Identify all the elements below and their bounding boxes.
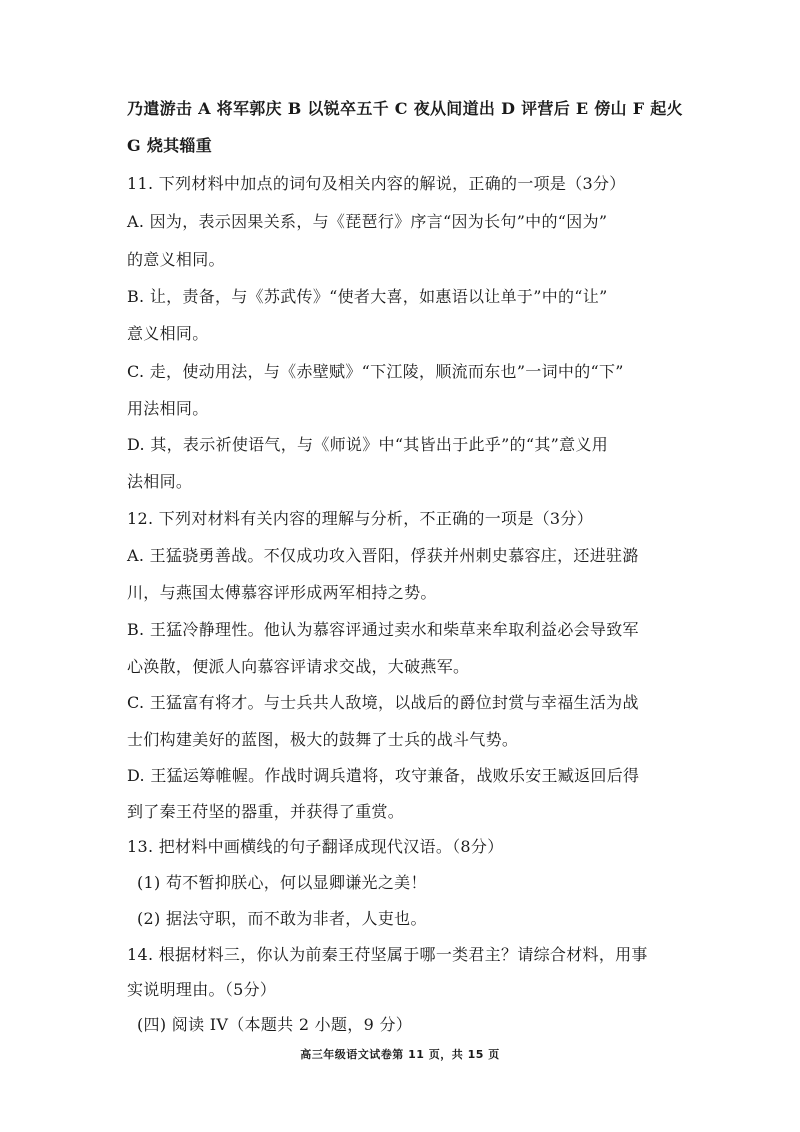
question-12-option-b: B. 王猛冷静理性。他认为慕容评通过卖水和柴草来牟取利益必会导致军: [127, 620, 639, 639]
question-11-option-b-cont: 意义相同。: [127, 324, 209, 343]
question-11-stem: 11. 下列材料中加点的词句及相关内容的解说，正确的一项是（3分）: [127, 174, 626, 193]
question-14-stem: 14. 根据材料三，你认为前秦王苻坚属于哪一类君主？请综合材料，用事: [127, 945, 648, 964]
section-heading-reading-4: (四) 阅读 IV（本题共 2 小题，9 分）: [137, 1015, 413, 1034]
question-13-part-2: (2) 据法守职，而不敢为非者，人吏也。: [137, 909, 427, 928]
question-13-part-1: (1) 苟不暂抑朕心，何以显卿谦光之美！: [137, 873, 427, 892]
question-12-option-a: A. 王猛骁勇善战。不仅成功攻入晋阳，俘获并州刺史慕容庄，还进驻潞: [127, 546, 639, 565]
question-14-stem-cont: 实说明理由。（5分）: [127, 980, 277, 999]
question-11-option-a-cont: 的意义相同。: [127, 250, 225, 269]
question-12-option-c-cont: 士们构建美好的蓝图，极大的鼓舞了士兵的战斗气势。: [127, 730, 519, 749]
question-12-option-c: C. 王猛富有将才。与士兵共人敌境，以战后的爵位封赏与幸福生活为战: [127, 693, 639, 712]
question-11-option-d: D. 其，表示祈使语气，与《师说》中“其皆出于此乎”的“其”意义用: [127, 435, 609, 454]
question-11-option-b: B. 让，责备，与《苏武传》“使者大喜，如惠语以让单于”中的“让”: [127, 287, 608, 306]
question-12-option-d-cont: 到了秦王苻坚的器重，并获得了重赏。: [127, 802, 405, 821]
question-12-option-d: D. 王猛运筹帷幄。作战时调兵遣将，攻守兼备，战败乐安王臧返回后得: [127, 766, 640, 785]
question-11-option-c: C. 走，使动用法，与《赤壁赋》“下江陵，顺流而东也”一词中的“下”: [127, 362, 624, 381]
question-12-stem: 12. 下列对材料有关内容的理解与分析，不正确的一项是（3分）: [127, 509, 594, 528]
passage-line-2: G 烧其辎重: [127, 136, 213, 155]
question-11-option-a: A. 因为，表示因果关系，与《琵琶行》序言“因为长句”中的“因为”: [127, 212, 608, 231]
question-11-option-d-cont: 法相同。: [127, 472, 193, 491]
question-13-stem: 13. 把材料中画横线的句子翻译成现代汉语。（8分）: [127, 837, 504, 856]
question-11-option-c-cont: 用法相同。: [127, 399, 209, 418]
page-footer: 高三年级语文试卷第 11 页，共 15 页: [300, 1048, 500, 1061]
passage-line-1: 乃遣游击 A 将军郭庆 B 以锐卒五千 C 夜从间道出 D 评营后 E 傍山 F 起火: [127, 99, 683, 118]
question-12-option-b-cont: 心涣散，便派人向慕容评请求交战，大破燕军。: [127, 657, 470, 676]
question-12-option-a-cont: 川，与燕国太傅慕容评形成两军相持之势。: [127, 583, 437, 602]
